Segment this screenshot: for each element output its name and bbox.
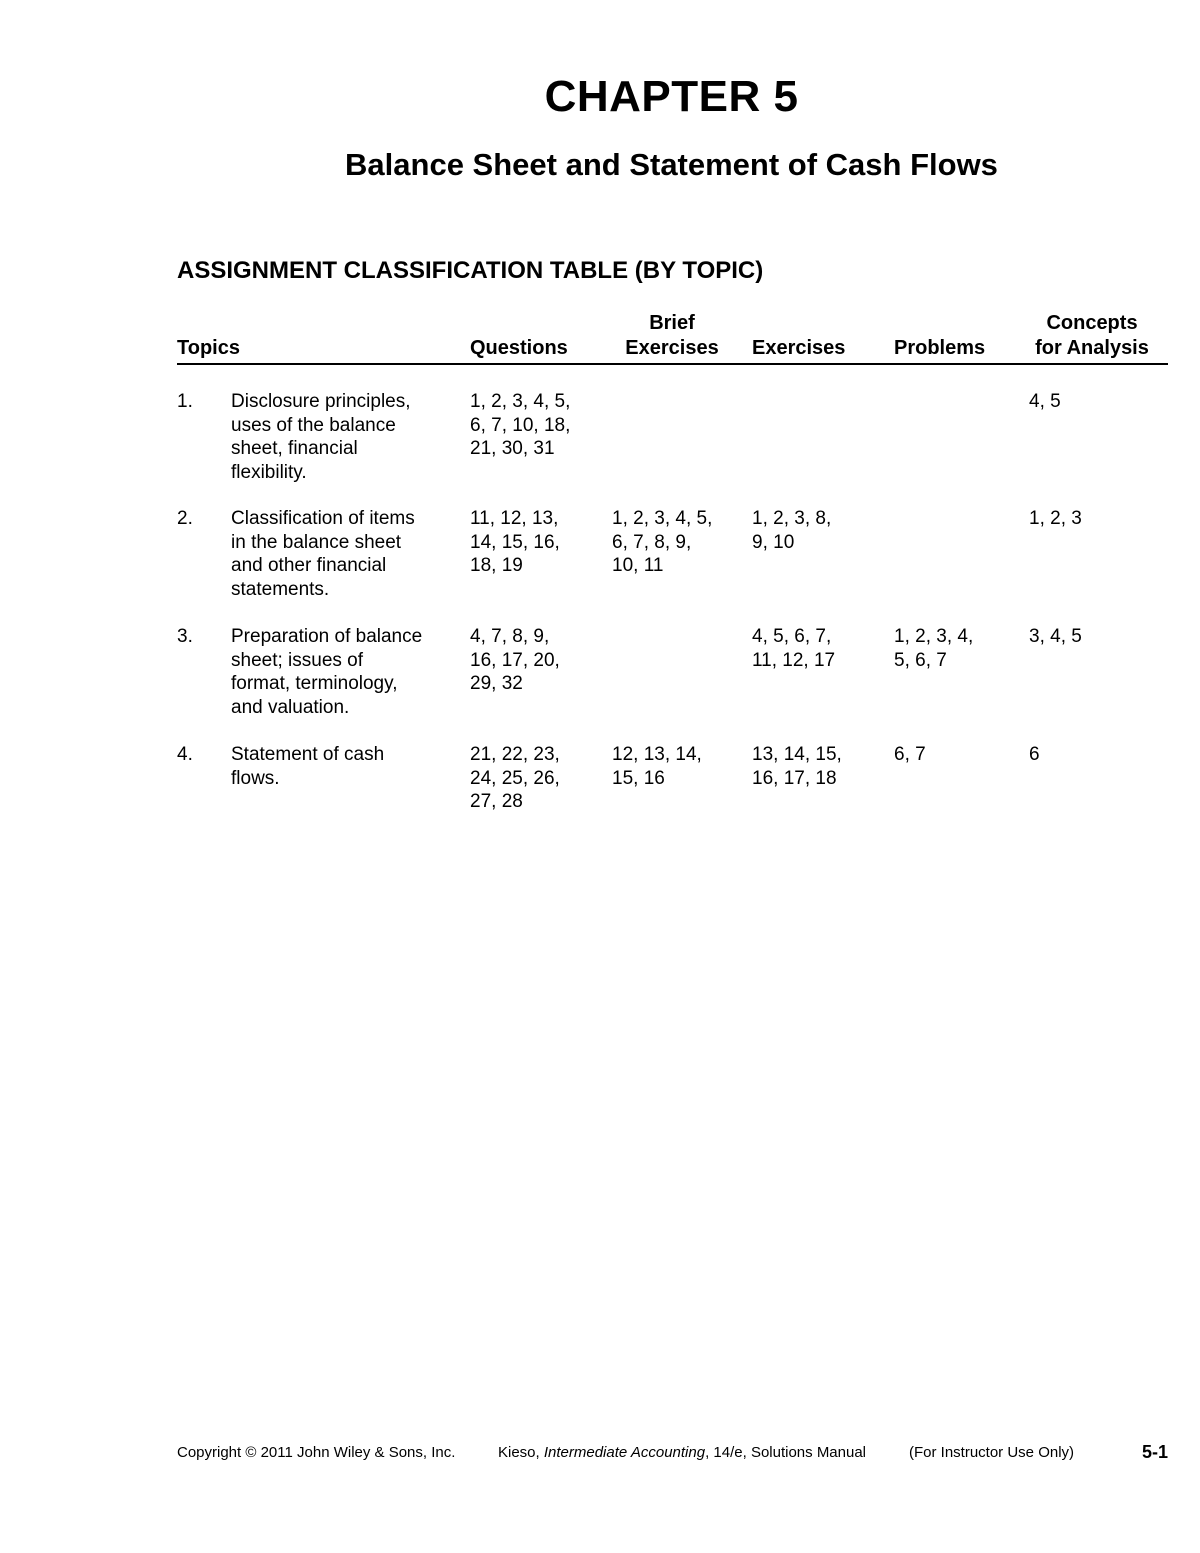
footer-author: Kieso, <box>498 1444 544 1461</box>
row-topic: Preparation of balance sheet; issues of format, terminology, and valuation. <box>231 626 423 719</box>
col-header-concepts-line2: for Analysis <box>1035 337 1149 359</box>
col-header-brief-exercises <box>612 311 732 361</box>
row-questions: 4, 7, 8, 9, 16, 17, 20, 29, 32 <box>470 626 560 695</box>
col-header-questions: Questions <box>470 337 568 359</box>
row-questions: 11, 12, 13, 14, 15, 16, 18, 19 <box>470 508 560 577</box>
col-header-brief-line1: Brief <box>649 312 695 334</box>
row-concepts: 4, 5 <box>1029 391 1061 412</box>
row-concepts: 1, 2, 3 <box>1029 508 1082 529</box>
row-exercises: 4, 5, 6, 7, 11, 12, 17 <box>752 626 836 671</box>
row-questions: 1, 2, 3, 4, 5, 6, 7, 10, 18, 21, 30, 31 <box>470 391 571 460</box>
chapter-title: CHAPTER 5 <box>544 72 799 121</box>
footer-copyright: Copyright © 2011 John Wiley & Sons, Inc. <box>177 1444 456 1461</box>
page-number: 5-1 <box>1141 1442 1168 1462</box>
row-number: 1. <box>177 391 193 412</box>
col-header-exercises: Exercises <box>752 337 846 359</box>
footer-note: (For Instructor Use Only) <box>909 1444 1075 1461</box>
row-questions: 21, 22, 23, 24, 25, 26, 27, 28 <box>470 744 560 813</box>
row-problems: 6, 7 <box>894 744 926 765</box>
col-header-concepts <box>1028 311 1156 361</box>
col-header-problems: Problems <box>894 337 986 359</box>
footer-citation <box>498 1444 866 1461</box>
row-exercises: 13, 14, 15, 16, 17, 18 <box>752 744 842 789</box>
col-header-topics: Topics <box>177 337 240 359</box>
col-header-concepts-line1: Concepts <box>1046 312 1138 334</box>
row-problems: 1, 2, 3, 4, 5, 6, 7 <box>894 626 974 671</box>
row-brief-exercises: 12, 13, 14, 15, 16 <box>612 744 702 789</box>
row-exercises: 1, 2, 3, 8, 9, 10 <box>752 508 832 553</box>
row-brief-exercises: 1, 2, 3, 4, 5, 6, 7, 8, 9, 10, 11 <box>612 508 713 577</box>
row-concepts: 3, 4, 5 <box>1029 626 1082 647</box>
footer-book-title: Intermediate Accounting <box>543 1444 706 1461</box>
footer-edition: , 14/e, Solutions Manual <box>705 1444 867 1461</box>
row-number: 2. <box>177 508 193 529</box>
row-topic: Statement of cash flows. <box>231 744 385 789</box>
row-topic: Disclosure principles, uses of the balance sheet, financial flexibility. <box>231 391 411 484</box>
row-topic: Classification of items in the balance sheet and other financial statements. <box>231 508 415 601</box>
chapter-subtitle: Balance Sheet and Statement of Cash Flows <box>345 147 998 182</box>
row-concepts: 6 <box>1029 744 1040 765</box>
row-number: 3. <box>177 626 193 647</box>
header-rule <box>177 363 1168 365</box>
col-header-brief-line2: Exercises <box>625 337 719 359</box>
section-heading: ASSIGNMENT CLASSIFICATION TABLE (BY TOPIC) <box>177 257 764 284</box>
row-number: 4. <box>177 744 193 765</box>
